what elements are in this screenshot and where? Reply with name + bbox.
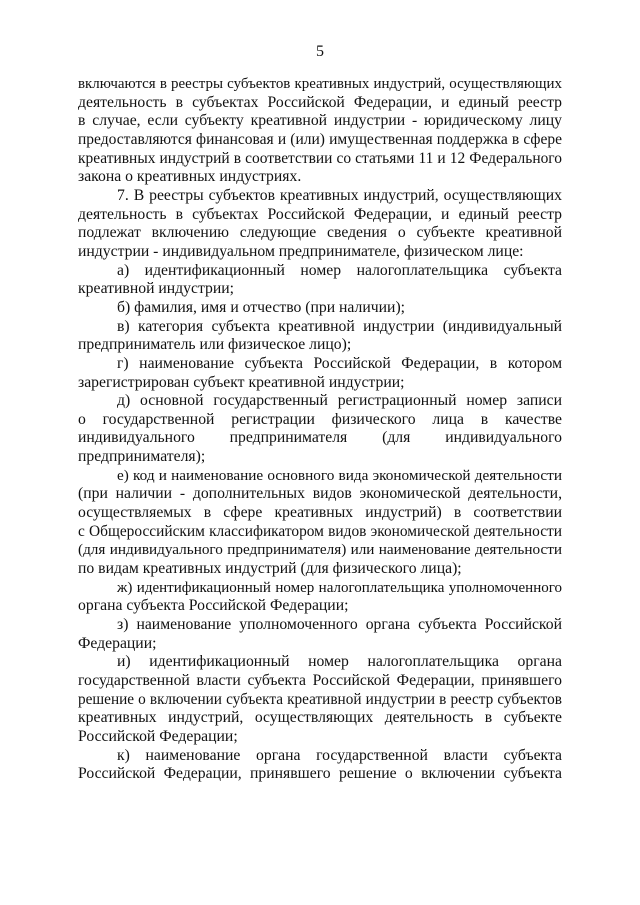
text-line: Федерации; [78,634,157,652]
text-line: Российской Федерации, принявшего решение о включении субъекта [78,765,562,783]
text-line: г) наименование субъекта Российской Федерации, в котором [117,354,562,372]
text-line: в случае, если субъекту креативной индустрии - юридическому лицу [78,112,562,130]
text-line: ж) идентификационный номер налогоплательщика уполномоченного [117,579,562,596]
text-line: закона о креативных индустриях. [78,168,302,186]
paragraph [78,187,562,262]
paragraph [78,299,562,318]
page-number: 5 [316,43,324,60]
text-line: (для индивидуального предпринимателя) или наименование деятельности [78,541,562,559]
text-line: креативных индустрий в соответствии со статьями 11 и 12 Федерального [78,149,562,167]
text-line: (при наличии - дополнительных видов экономической деятельности, [78,485,562,503]
text-line: Российской Федерации; [78,727,238,745]
text-line: к) наименование органа государственной власти субъекта [117,746,562,764]
text-line: креативной индустрии; [78,280,235,298]
text-line: предприниматель или физическое лицо); [78,336,352,354]
text-line: е) код и наименование основного вида экономической деятельности [117,466,562,484]
paragraph [78,262,562,299]
paragraph [78,355,562,392]
text-line: в) категория субъекта креативной индустрии (индивидуальный [117,317,562,335]
text-line: д) основной государственный регистрационный номер записи [117,392,562,410]
paragraph [78,653,562,746]
paragraph [78,75,562,187]
text-line: органа субъекта Российской Федерации; [78,597,349,615]
text-line: индустрии - индивидуальном предпринимателе, физическом лице: [78,242,524,260]
text-line: а) идентификационный номер налогоплательщика субъекта [117,261,562,279]
text-line: з) наименование уполномоченного органа субъекта Российской [117,616,562,634]
text-line: 7. В реестры субъектов креативных индустрий, осуществляющих [117,186,562,204]
text-line: предоставляются финансовая и (или) имущественная поддержка в сфере [78,130,562,148]
text-line: деятельность в субъектах Российской Федерации, и единый реестр [78,205,562,223]
text-line: с Общероссийским классификатором видов экономической деятельности [78,522,562,540]
paragraph [78,467,562,579]
paragraph [78,392,562,467]
text-line: деятельность в субъектах Российской Федерации, и единый реестр [78,93,562,111]
text-line: предпринимателя); [78,448,206,466]
paragraph [78,318,562,355]
text-line: по видам креативных индустрий (для физического лица); [78,560,462,578]
text-line: включаются в реестры субъектов креативных индустрий, осуществляющих [78,76,562,92]
text-line: подлежат включению следующие сведения о субъекте креативной [78,224,562,242]
paragraph [78,616,562,653]
text-line: и) идентификационный номер налогоплательщика органа [117,653,562,671]
text-line: государственной власти субъекта Российской Федерации, принявшего [78,672,562,689]
paragraph [78,747,562,784]
text-line: зарегистрирован субъект креативной индустрии; [78,373,405,391]
text-line: креативных индустрий, осуществляющих деятельность в субъекте [78,709,562,727]
text-line: решение о включении субъекта креативной индустрии в реестр субъектов [78,690,562,708]
text-line: о государственной регистрации физического лица в качестве [78,410,562,428]
text-line: индивидуального предпринимателя (для индивидуального [78,429,562,447]
text-line: б) фамилия, имя и отчество (при наличии); [117,298,406,316]
paragraph [78,579,562,616]
document-body [78,75,562,784]
text-line: осуществляемых в сфере креативных индустрий) в соответствии [78,504,562,522]
